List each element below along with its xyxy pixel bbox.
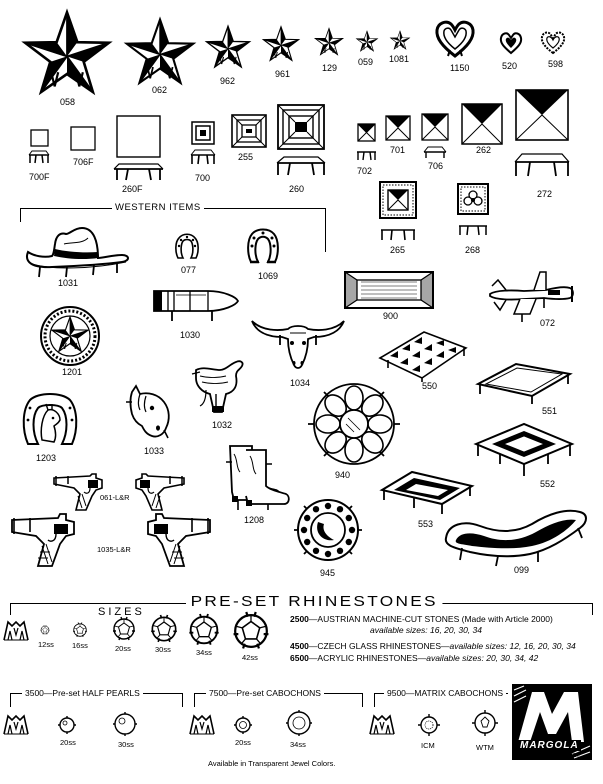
pyramid-stud-icon <box>356 122 378 166</box>
flower-stud-icon <box>456 182 490 240</box>
line-name: —AUSTRIAN MACHINE-CUT STONES (Made with Article 2000) <box>308 614 553 624</box>
item-number: 945 <box>320 568 336 578</box>
item-number: 552 <box>540 479 556 489</box>
rhombus-stud-icon <box>474 420 574 478</box>
item-number: 272 <box>537 189 553 199</box>
size-label: 30ss <box>155 645 171 654</box>
sizes-title: SIZES <box>98 606 145 618</box>
item-number: 072 <box>540 318 556 328</box>
item-number: 520 <box>502 61 518 71</box>
pyramid-stud-icon <box>276 103 326 183</box>
pistol-icon <box>52 470 114 512</box>
cabochons-note: Available in Transparent Jewel Colors. <box>208 759 336 768</box>
item-number: 262 <box>476 145 492 155</box>
pyramid-stud-icon <box>514 88 570 186</box>
item-number: 099 <box>514 565 530 575</box>
setting-side-icon <box>4 622 30 642</box>
western-frame-left <box>20 208 21 222</box>
item-number: 077 <box>181 265 197 275</box>
size-label: 12ss <box>38 640 54 649</box>
size-label: 34ss <box>196 648 212 657</box>
size-label: 20ss <box>235 738 251 747</box>
item-number: 061-L&R <box>100 493 130 502</box>
logo-name: MARGOLA <box>520 740 579 751</box>
line-name: —CZECH GLASS RHINESTONES— <box>308 641 450 651</box>
square-stud-icon <box>28 127 52 169</box>
rhinestone-line-4500 <box>290 641 576 652</box>
horse-horseshoe-icon <box>20 390 80 450</box>
longhorn-icon <box>250 313 346 375</box>
cowboy-hat-icon <box>22 222 132 282</box>
matrix-cabochon-icon <box>472 710 498 736</box>
rhinestone-line-6500 <box>290 653 538 664</box>
star-icon <box>356 30 378 52</box>
star-concho-icon <box>38 304 102 368</box>
line-availability: available sizes: 12, 16, 20, 30, 34 <box>449 641 576 651</box>
item-number: 1033 <box>144 446 165 456</box>
matrix-label: ICM <box>421 741 435 750</box>
item-number: 940 <box>335 470 351 480</box>
pistol-icon <box>124 470 186 512</box>
rhinestone-icon <box>232 612 270 650</box>
star-icon <box>22 8 112 96</box>
pearl-icon <box>113 712 137 736</box>
item-number: 1069 <box>258 271 279 281</box>
cabochons-frame-left <box>194 693 195 707</box>
item-number: 598 <box>548 59 564 69</box>
pyramid-stud-icon <box>460 102 504 146</box>
rhinestone-avail-2500 <box>370 625 482 636</box>
item-number: 1031 <box>58 278 79 288</box>
item-number: 1208 <box>244 515 265 525</box>
rhinestone-icon <box>188 614 220 646</box>
size-label: 34ss <box>290 740 306 749</box>
item-number: 260 <box>289 184 305 194</box>
item-number: 1150 <box>450 63 470 73</box>
item-number: 700 <box>195 173 211 183</box>
item-number: 706F <box>73 157 94 167</box>
rhinestone-icon <box>112 617 136 641</box>
pearl-icon <box>58 716 76 734</box>
item-number: 1203 <box>36 453 57 463</box>
item-number: 1032 <box>212 420 233 430</box>
airplane-icon <box>484 268 578 324</box>
item-number: 701 <box>390 145 406 155</box>
horse-head-icon <box>118 380 176 444</box>
item-number: 961 <box>275 69 291 79</box>
pearls-frame-right <box>182 693 183 707</box>
line-code: 2500 <box>290 614 309 624</box>
rhinestones-frame-right <box>592 603 593 615</box>
western-frame-right <box>325 208 326 252</box>
pearls-title: 3500—Pre-set HALF PEARLS <box>22 688 143 698</box>
star-icon <box>314 27 344 56</box>
matrix-frame-left <box>374 693 375 707</box>
item-number: 129 <box>322 63 338 73</box>
pyramid-stud-icon <box>420 112 450 160</box>
saddle-icon <box>190 356 252 418</box>
rhinestone-icon <box>70 620 90 640</box>
item-number: 265 <box>390 245 406 255</box>
matrix-title: 9500—MATRIX CABOCHONS <box>384 688 506 698</box>
item-number: 550 <box>422 381 438 391</box>
logo-corp: CORP <box>562 753 582 759</box>
flower-concho-icon <box>306 378 402 470</box>
setting-side-icon <box>190 716 216 736</box>
line-name: —ACRYLIC RHINESTONES— <box>308 653 427 663</box>
rectangle-stud-icon <box>343 270 435 310</box>
item-number: 260F <box>122 184 143 194</box>
square-stud-icon <box>114 114 164 184</box>
cabochon-icon <box>234 716 252 734</box>
line-code: 4500 <box>290 641 309 651</box>
star-icon <box>262 25 300 62</box>
western-items-title: WESTERN ITEMS <box>112 202 204 213</box>
size-label: 16ss <box>72 641 88 650</box>
cabochons-frame-right <box>362 693 363 707</box>
item-number: 1030 <box>180 330 201 340</box>
item-number: 551 <box>542 406 558 416</box>
line-availability: available sizes: 20, 30, 34, 42 <box>426 653 539 663</box>
jewel-stud-icon <box>378 180 418 244</box>
rhinestones-frame-left <box>10 603 11 615</box>
square-stud-icon <box>68 124 98 154</box>
item-number: 962 <box>220 76 236 86</box>
heart-icon <box>499 30 523 56</box>
rhinestone-icon <box>37 622 53 638</box>
rhombus-stud-icon <box>476 360 572 404</box>
item-number: 553 <box>418 519 434 529</box>
item-number: 1081 <box>389 54 410 64</box>
item-number: 1035-L&R <box>97 545 131 554</box>
item-number: 1034 <box>290 378 311 388</box>
horseshoe-icon <box>174 232 200 262</box>
cabochons-title: 7500—Pre-set CABOCHONS <box>206 688 324 698</box>
matrix-label: WTM <box>476 743 494 752</box>
rhinestones-title: PRE-SET RHINESTONES <box>186 593 442 610</box>
setting-side-icon <box>370 716 396 736</box>
item-number: 268 <box>465 245 481 255</box>
boots-icon <box>222 442 292 512</box>
star-icon <box>390 30 410 50</box>
pyramid-stud-icon <box>384 114 412 142</box>
setting-side-icon <box>4 716 30 736</box>
cabochon-icon <box>286 710 312 736</box>
revolver-icon <box>132 512 214 568</box>
pyramid-stud-icon <box>230 113 268 149</box>
size-label: 20ss <box>60 738 76 747</box>
pearls-frame-left <box>10 693 11 707</box>
horseshoe-icon <box>246 226 280 268</box>
item-number: 255 <box>238 152 254 162</box>
ring-concho-icon <box>292 494 364 566</box>
rhinestone-icon <box>150 615 178 643</box>
heart-icon <box>434 18 476 60</box>
item-number: 059 <box>358 57 374 67</box>
item-number: 058 <box>60 97 76 107</box>
size-label: 30ss <box>118 740 134 749</box>
pyramid-stud-icon <box>190 120 216 170</box>
item-number: 700F <box>29 172 50 182</box>
heart-icon <box>539 28 567 56</box>
line-code: 6500 <box>290 653 309 663</box>
item-number: 1201 <box>62 367 83 377</box>
pyramid-cluster-icon <box>378 328 468 382</box>
item-number: 702 <box>357 166 373 176</box>
item-number: 900 <box>383 311 399 321</box>
item-number: 062 <box>152 85 168 95</box>
size-label: 20ss <box>115 644 131 653</box>
size-label: 42ss <box>242 653 258 662</box>
line-availability: available sizes: 16, 20, 30, 34 <box>370 625 482 635</box>
matrix-cabochon-icon <box>418 714 440 736</box>
item-number: 706 <box>428 161 444 171</box>
rhinestone-line-2500 <box>290 614 553 625</box>
revolver-icon <box>8 512 90 568</box>
bullet-icon <box>150 285 240 327</box>
star-icon <box>124 16 196 86</box>
wave-stud-icon <box>440 500 590 570</box>
star-icon <box>205 24 251 69</box>
